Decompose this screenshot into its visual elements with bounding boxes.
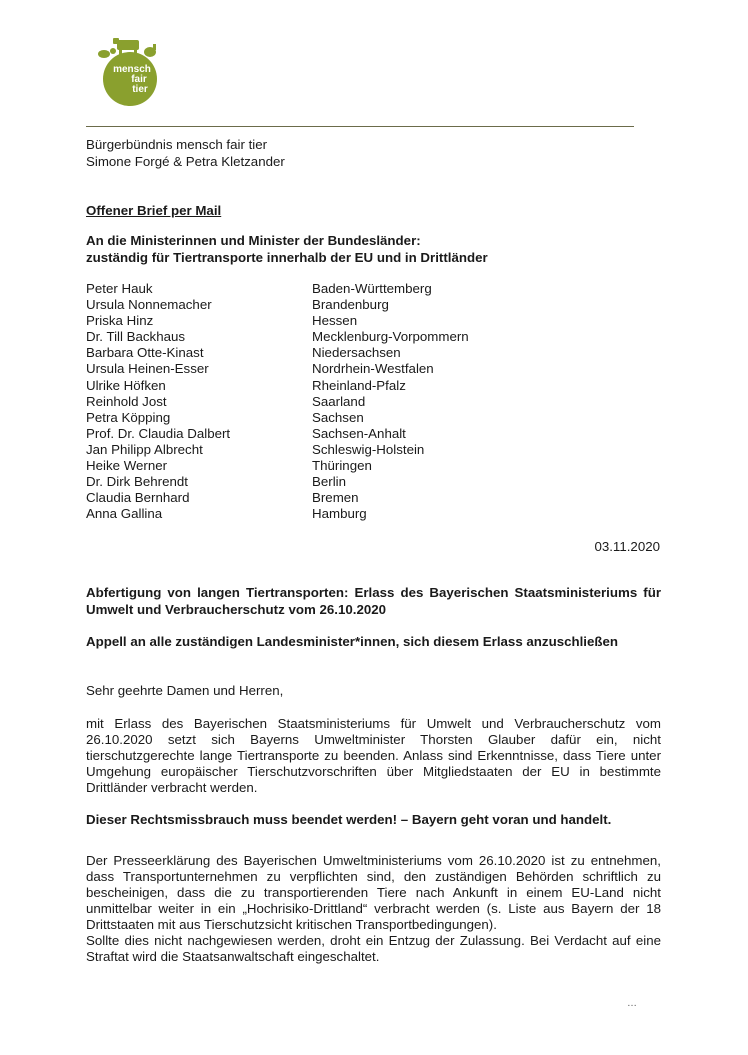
mensch-fair-tier-logo xyxy=(95,34,165,106)
recipient-name: Dr. Dirk Behrendt xyxy=(86,474,188,490)
recipient-state: Bremen xyxy=(312,490,359,506)
addressee-line-2: zuständig für Tiertransporte innerhalb der EU und in Drittländer xyxy=(86,249,488,265)
svg-text:tier: tier xyxy=(132,84,148,95)
body-paragraph-2: Der Presseerklärung des Bayerischen Umweltministeriums vom 26.10.2020 ist zu entnehmen, dass Transportunternehmen zu verpflichten sind, den zuständigen Behörden schriftlich zu bescheinigen, dass die zu transportierenden Tiere nach Ankunft in einem EU-Land nicht unmittelbar weiter in ein „Hochrisiko-Drittland“ verbracht werden (s. Liste aus Bayern der 18 Drittstaaten mit aus Tierschutzsicht kritischen Transportbedingungen). xyxy=(86,853,661,933)
recipient-row xyxy=(86,458,469,474)
recipient-row xyxy=(86,329,469,345)
recipient-state: Hamburg xyxy=(312,506,367,522)
recipient-state: Brandenburg xyxy=(312,297,389,313)
svg-text:fair: fair xyxy=(131,74,147,85)
recipient-name: Dr. Till Backhaus xyxy=(86,329,186,345)
recipient-state: Niedersachsen xyxy=(312,345,401,361)
recipient-row xyxy=(86,394,469,410)
recipient-name: Ursula Heinen-Esser xyxy=(86,361,209,377)
recipient-row xyxy=(86,410,469,426)
recipient-name: Ursula Nonnemacher xyxy=(86,297,212,313)
recipient-row xyxy=(86,426,469,442)
recipient-row xyxy=(86,361,469,377)
recipient-state: Saarland xyxy=(312,393,366,409)
recipient-row xyxy=(86,378,469,394)
salutation: Sehr geehrte Damen und Herren, xyxy=(86,683,284,698)
body-paragraph-3: Sollte dies nicht nachgewiesen werden, droht ein Entzug der Zulassung. Bei Verdacht auf eine Straftat wird die Staatsanwaltschaft eingeschaltet. xyxy=(86,933,661,965)
recipient-name: Reinhold Jost xyxy=(86,393,167,409)
recipient-state: Sachsen-Anhalt xyxy=(312,425,406,441)
recipient-state: Hessen xyxy=(312,313,358,329)
recipient-state: Mecklenburg-Vorpommern xyxy=(312,329,469,345)
recipient-row xyxy=(86,297,469,313)
recipient-row xyxy=(86,442,469,458)
recipient-name: Anna Gallina xyxy=(86,506,163,522)
recipient-name: Barbara Otte-Kinast xyxy=(86,345,204,361)
sender-names: Simone Forgé & Petra Kletzander xyxy=(86,153,285,169)
recipient-name: Heike Werner xyxy=(86,458,168,474)
addressee-block xyxy=(86,233,488,266)
recipient-row xyxy=(86,506,469,522)
sender-organization: Bürgerbündnis mensch fair tier xyxy=(86,137,268,152)
header-divider xyxy=(86,126,634,127)
body-paragraph-1: mit Erlass des Bayerischen Staatsministeriums für Umwelt und Verbraucherschutz vom 26.10.2020 setzt sich Bayerns Umweltminister Thorsten Glauber dafür ein, nicht tierschutzgerechte lange Tiertransporte zu beenden. Anlass sind Erkenntnisse, dass Tiere unter Umgehung europäischer Tierschutzvorschriften über Mitgliedstaaten der EU in bestimmte Drittländer verbracht werden. xyxy=(86,716,661,796)
recipient-state: Rheinland-Pfalz xyxy=(312,377,406,393)
recipient-row xyxy=(86,313,469,329)
letter-date: 03.11.2020 xyxy=(594,539,660,554)
svg-text:mensch: mensch xyxy=(113,64,151,75)
recipient-name: Petra Köpping xyxy=(86,409,171,425)
recipient-row xyxy=(86,281,469,297)
letter-type: Offener Brief per Mail xyxy=(86,203,222,218)
recipient-name: Prof. Dr. Claudia Dalbert xyxy=(86,425,231,441)
recipient-state: Nordrhein-Westfalen xyxy=(312,361,434,377)
continuation-marker: … xyxy=(627,998,637,1009)
letter-title: Abfertigung von langen Tiertransporten: Erlass des Bayerischen Staatsministeriums für Umwelt und Verbraucherschutz vom 26.10.2020 xyxy=(86,585,661,617)
recipient-name: Jan Philipp Albrecht xyxy=(86,441,203,457)
recipient-row xyxy=(86,345,469,361)
recipient-state: Sachsen xyxy=(312,409,364,425)
recipient-state: Baden-Württemberg xyxy=(312,281,432,296)
sender-block xyxy=(86,137,285,170)
recipient-name: Peter Hauk xyxy=(86,281,153,296)
letter-appeal: Appell an alle zuständigen Landesminister*innen, sich diesem Erlass anzuschließen xyxy=(86,634,619,649)
recipient-name: Ulrike Höfken xyxy=(86,377,166,393)
recipient-row xyxy=(86,490,469,506)
recipient-state: Berlin xyxy=(312,474,346,490)
logo-icon xyxy=(95,34,165,106)
recipient-row xyxy=(86,474,469,490)
addressee-line-1: An die Ministerinnen und Minister der Bundesländer: xyxy=(86,233,421,248)
recipient-name: Priska Hinz xyxy=(86,313,154,329)
recipient-state: Schleswig-Holstein xyxy=(312,441,425,457)
recipient-name: Claudia Bernhard xyxy=(86,490,190,506)
recipient-state: Thüringen xyxy=(312,458,372,474)
recipient-list xyxy=(86,281,469,522)
bold-statement: Dieser Rechtsmissbrauch muss beendet werden! – Bayern geht voran und handelt. xyxy=(86,812,612,827)
